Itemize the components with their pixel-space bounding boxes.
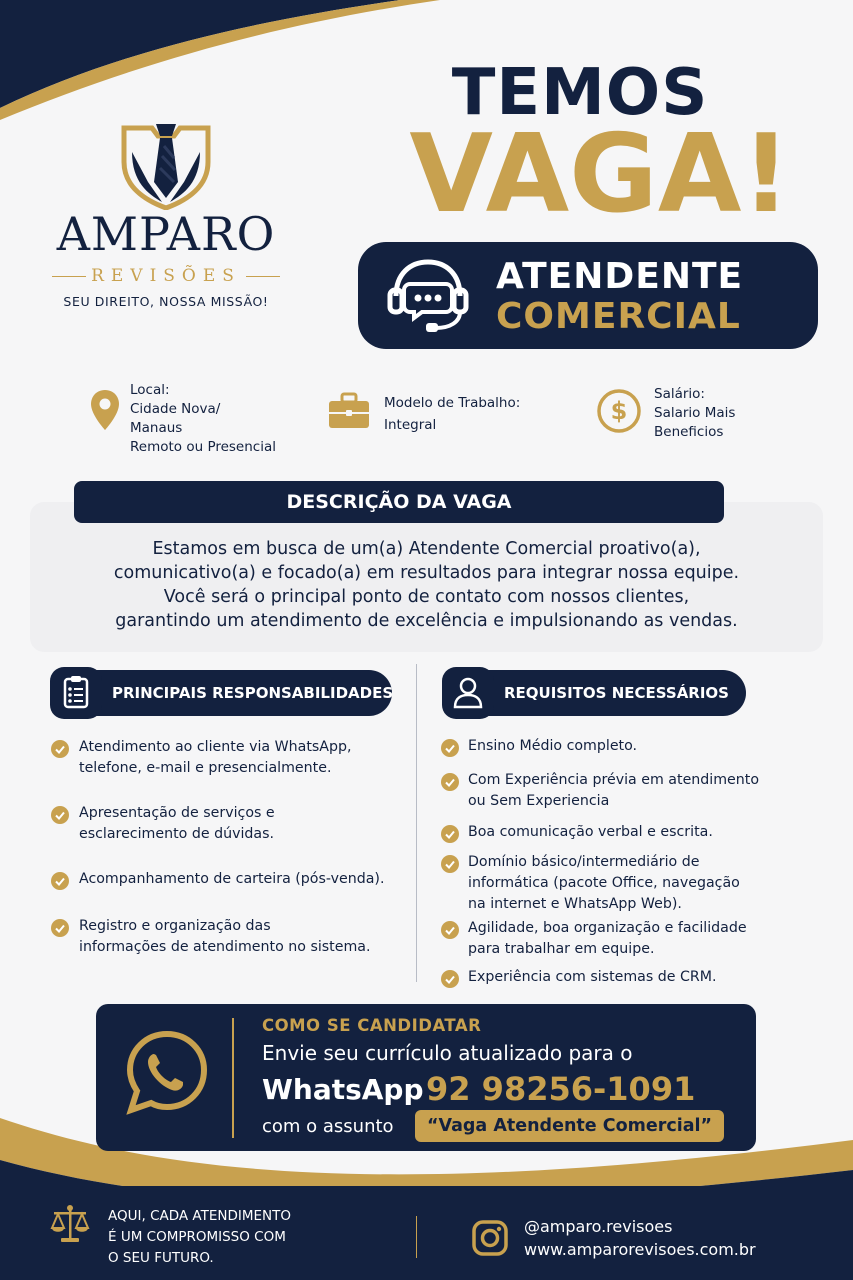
list-item-line: Registro e organização das xyxy=(79,918,271,934)
info-local xyxy=(130,381,330,457)
list-item-line: esclarecimento de dúvidas. xyxy=(79,826,275,842)
list-item-line: Ensino Médio completo. xyxy=(468,738,638,754)
responsibilities-header xyxy=(50,670,392,716)
brand-line-right xyxy=(246,276,280,277)
dollar-icon xyxy=(596,388,642,434)
role-banner xyxy=(358,242,818,349)
apply-divider xyxy=(232,1018,234,1138)
responsibilities-title: PRINCIPAIS RESPONSABILIDADES xyxy=(112,684,394,702)
headline-line2: VAGA! xyxy=(409,112,791,237)
location-pin-icon xyxy=(89,388,121,432)
check-icon xyxy=(441,921,459,939)
list-item-line: Boa comunicação verbal e escrita. xyxy=(468,824,713,840)
shield-tie-icon xyxy=(118,122,214,210)
briefcase-icon xyxy=(327,392,371,430)
headline-line1: TEMOS xyxy=(451,56,709,130)
info-local-value3: Remoto ou Presencial xyxy=(130,439,276,455)
clipboard-icon-box xyxy=(50,667,102,719)
user-icon xyxy=(442,667,494,719)
check-icon xyxy=(441,773,459,791)
list-item xyxy=(79,916,371,958)
info-modelo-value: Integral xyxy=(384,417,437,433)
svg-text:$: $ xyxy=(610,397,628,425)
brand-name: AMPARO xyxy=(56,207,276,261)
footer-tagline-line: AQUI, CADA ATENDIMENTO xyxy=(108,1208,292,1224)
list-item-line: Apresentação de serviços e xyxy=(79,805,275,821)
clipboard-icon xyxy=(50,667,102,719)
list-item-line: informática (pacote Office, navegação xyxy=(468,875,740,891)
info-modelo-label: Modelo de Trabalho: xyxy=(384,395,521,411)
list-item-line: na internet e WhatsApp Web). xyxy=(468,896,682,912)
check-icon xyxy=(441,855,459,873)
list-item xyxy=(79,803,275,845)
list-item xyxy=(468,736,637,757)
list-item xyxy=(468,967,717,988)
info-salario-label: Salário: xyxy=(654,386,705,402)
list-item-line: informações de atendimento no sistema. xyxy=(79,939,371,955)
check-icon xyxy=(441,825,459,843)
check-icon xyxy=(51,872,69,890)
info-salario-value1: Salario Mais xyxy=(654,405,736,421)
list-item xyxy=(468,852,740,915)
whatsapp-icon[interactable] xyxy=(124,1028,210,1116)
info-salario-value2: Beneficios xyxy=(654,424,724,440)
description-line: comunicativo(a) e focado(a) em resultados para integrar nossa equipe. xyxy=(113,563,740,583)
description-line: Estamos em busca de um(a) Atendente Comercial proativo(a), xyxy=(152,539,701,559)
list-item-line: para trabalhar em equipe. xyxy=(468,941,655,957)
info-modelo xyxy=(384,394,584,435)
check-icon xyxy=(51,806,69,824)
check-icon xyxy=(51,919,69,937)
footer-tagline xyxy=(108,1206,338,1269)
description-line: garantindo um atendimento de excelência e impulsionando as vendas. xyxy=(115,611,738,631)
requirements-title: REQUISITOS NECESSÁRIOS xyxy=(504,684,729,702)
requirements-header xyxy=(442,670,746,716)
list-item xyxy=(468,822,713,843)
role-title-line1: ATENDENTE xyxy=(496,256,744,297)
apply-box xyxy=(96,1004,756,1151)
info-local-value1: Cidade Nova/ xyxy=(130,401,221,417)
list-item xyxy=(79,869,384,890)
website-link[interactable]: www.amparorevisoes.com.br xyxy=(524,1240,756,1259)
info-local-value2: Manaus xyxy=(130,420,183,436)
info-local-label: Local: xyxy=(130,382,170,398)
brand-subtitle-wrap xyxy=(52,264,280,288)
apply-subject: “Vaga Atendente Comercial” xyxy=(415,1110,724,1142)
footer-tagline-line: É UM COMPROMISSO COM xyxy=(108,1229,286,1245)
brand-tagline: SEU DIREITO, NOSSA MISSÃO! xyxy=(63,294,269,309)
instagram-handle[interactable]: @amparo.revisoes xyxy=(524,1217,673,1236)
description-title: DESCRIÇÃO DA VAGA xyxy=(74,481,724,523)
user-icon-box xyxy=(442,667,494,719)
apply-phone-number[interactable]: 92 98256-1091 xyxy=(426,1070,696,1108)
list-item xyxy=(468,770,759,812)
scales-icon xyxy=(48,1202,92,1246)
check-icon xyxy=(51,740,69,758)
headset-chat-icon xyxy=(386,256,470,336)
list-item xyxy=(468,918,747,960)
list-item-line: Experiência com sistemas de CRM. xyxy=(468,969,717,985)
list-item-line: telefone, e-mail e presencialmente. xyxy=(79,760,332,776)
list-item-line: Domínio básico/intermediário de xyxy=(468,854,700,870)
brand-subtitle: REVISÕES xyxy=(91,266,241,286)
apply-channel: WhatsApp xyxy=(262,1073,424,1106)
description-line: Você será o principal ponto de contato com nossos clientes, xyxy=(163,587,690,607)
footer-divider xyxy=(416,1216,417,1258)
role-title-line2: COMERCIAL xyxy=(496,296,741,337)
list-item-line: Atendimento ao cliente via WhatsApp, xyxy=(79,739,352,755)
check-icon xyxy=(441,739,459,757)
list-item-line: Agilidade, boa organização e facilidade xyxy=(468,920,747,936)
list-item-line: Acompanhamento de carteira (pós-venda). xyxy=(79,871,385,887)
footer-tagline-line: O SEU FUTURO. xyxy=(108,1250,214,1266)
instagram-icon[interactable] xyxy=(471,1219,509,1257)
check-icon xyxy=(441,970,459,988)
apply-instruction: Envie seu currículo atualizado para o xyxy=(262,1041,633,1065)
column-divider xyxy=(416,664,417,982)
list-item-line: Com Experiência prévia em atendimento xyxy=(468,772,760,788)
apply-title: COMO SE CANDIDATAR xyxy=(262,1016,482,1035)
list-item-line: ou Sem Experiencia xyxy=(468,793,610,809)
info-salario xyxy=(654,385,814,442)
description-text xyxy=(60,537,793,633)
apply-subject-label: com o assunto xyxy=(262,1116,394,1137)
list-item xyxy=(79,737,352,779)
